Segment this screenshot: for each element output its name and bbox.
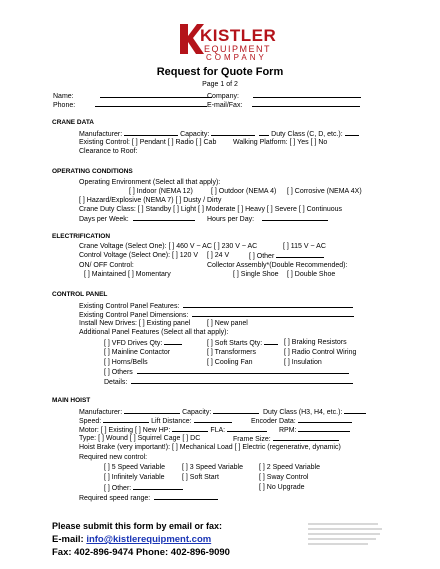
logo-sub-equipment: EQUIPMENT	[204, 44, 272, 54]
motor-hp-line[interactable]	[172, 425, 208, 432]
email-line	[52, 534, 211, 545]
hours-line[interactable]	[262, 214, 328, 221]
env-outdoor-option[interactable]: [ ] Outdoor (NEMA 4)	[211, 188, 277, 195]
sway-control-option[interactable]: [ ] Sway Control	[259, 474, 309, 481]
panel-dimensions-label: Existing Control Panel Dimensions:	[79, 312, 189, 319]
soft-starts-qty-line[interactable]	[264, 338, 278, 345]
email-fax-label: E-mail/Fax:	[207, 102, 243, 109]
speed-range-label: Required speed range:	[79, 495, 151, 502]
crane-duty-line[interactable]	[259, 129, 269, 136]
panel-features-label: Existing Control Panel Features:	[79, 303, 180, 310]
page-number: Page 1 of 2	[202, 81, 238, 88]
details-label: Details:	[104, 379, 128, 386]
single-shoe-option[interactable]: [ ] Single Shoe	[233, 271, 279, 278]
days-label: Days per Week:	[79, 216, 129, 223]
hoist-speed-label: Speed:	[79, 418, 102, 425]
logo-name: KISTLER	[200, 26, 277, 45]
two-speed-option[interactable]: [ ] 2 Speed Variable	[259, 464, 320, 471]
required-control-label: Required new control:	[79, 454, 148, 461]
panel-dimensions-line[interactable]	[192, 310, 354, 317]
hoist-speed-line[interactable]	[103, 416, 149, 423]
company-input-line[interactable]	[253, 91, 361, 98]
new-panel-option[interactable]: [ ] New panel	[207, 320, 248, 327]
control-voltage-24-option[interactable]: [ ] 24 V	[207, 252, 230, 259]
env-indoor-option[interactable]: [ ] Indoor (NEMA 12)	[129, 188, 193, 195]
details-line[interactable]	[131, 377, 353, 384]
soft-starts-option[interactable]	[207, 338, 278, 348]
clearance-field[interactable]	[79, 147, 137, 156]
others-option[interactable]	[104, 367, 349, 377]
operating-heading: OPERATING CONDITIONS	[52, 168, 133, 175]
fax-phone-line: Fax: 402-896-9474 Phone: 402-896-9090	[52, 547, 230, 558]
form-title: Request for Quote Form	[156, 66, 284, 78]
phone-field[interactable]	[53, 100, 207, 110]
no-upgrade-option[interactable]: [ ] No Upgrade	[259, 484, 305, 491]
company-label: Company:	[207, 93, 239, 100]
hoist-brake-options[interactable]: Hoist Brake (very important!): [ ] Mechanical Load [ ] Electric (regenerative, dynamic)	[79, 444, 341, 451]
email-label: E-mail:	[52, 534, 84, 545]
email-fax-field[interactable]	[207, 100, 360, 110]
frame-size-label: Frame Size:	[233, 436, 271, 443]
crane-duty-line-2[interactable]	[345, 129, 359, 136]
infinitely-variable-option[interactable]: [ ] Infinitely Variable	[104, 474, 165, 481]
vfd-qty-line[interactable]	[164, 338, 182, 345]
vfd-drives-label: [ ] VFD Drives Qty:	[104, 340, 163, 347]
soft-start-option[interactable]: [ ] Soft Start	[182, 474, 219, 481]
other-control-label: [ ] Other:	[104, 485, 132, 492]
mainline-contactor-option[interactable]: [ ] Mainline Contactor	[104, 349, 171, 356]
vfd-drives-option[interactable]	[104, 338, 182, 348]
hoist-manufacturer-label: Manufacturer:	[79, 409, 123, 416]
env-corrosive-option[interactable]: [ ] Corrosive (NEMA 4X)	[287, 188, 362, 195]
name-input-line[interactable]	[100, 91, 212, 98]
control-voltage-other-option[interactable]	[249, 251, 324, 261]
lift-distance-label: Lift Distance:	[151, 418, 192, 425]
crane-voltage-options[interactable]: Crane Voltage (Select One): [ ] 460 V ~ AC [ ] 230 V ~ AC	[79, 243, 258, 250]
env-hazard-dusty-options[interactable]: [ ] Hazard/Explosive (NEMA 7) [ ] Dusty / Dirty	[79, 197, 222, 204]
collector-assembly-label: Collector Assembly*(Double Recommended):	[207, 262, 348, 269]
email-link[interactable]: info@kistlerequipment.com	[86, 534, 212, 545]
hoist-manufacturer-line[interactable]	[124, 407, 180, 414]
phone-label: Phone:	[53, 102, 76, 109]
email-fax-input-line[interactable]	[252, 100, 360, 107]
frame-size-line[interactable]	[273, 434, 339, 441]
double-shoe-option[interactable]: [ ] Double Shoe	[287, 271, 336, 278]
hoist-duty-line[interactable]	[344, 407, 366, 414]
crane-voltage-115-option[interactable]: [ ] 115 V ~ AC	[283, 243, 326, 250]
encoder-label: Encoder Data:	[251, 418, 296, 425]
motor-type-options[interactable]: Type: [ ] Wound [ ] Squirrel Cage [ ] DC	[79, 435, 201, 442]
other-control-option[interactable]	[104, 483, 183, 493]
hours-per-day-field[interactable]	[207, 214, 328, 224]
motor-label: Motor: [ ] Existing [ ] New HP:	[79, 427, 171, 434]
others-label: [ ] Others	[104, 369, 133, 376]
other-control-line[interactable]	[133, 483, 183, 490]
control-voltage-other-label: [ ] Other	[249, 253, 275, 260]
crane-capacity-line[interactable]	[211, 129, 255, 136]
days-line[interactable]	[133, 214, 195, 221]
walking-platform-options[interactable]: Walking Platform: [ ] Yes [ ] No	[233, 139, 328, 146]
maintained-momentary-options[interactable]: [ ] Maintained [ ] Momentary	[84, 271, 171, 278]
collector-footnote-graphic	[308, 521, 388, 551]
braking-resistors-option[interactable]: [ ] Braking Resistors	[284, 339, 347, 346]
hoist-capacity-label: Capacity:	[182, 409, 212, 416]
panel-features-line[interactable]	[183, 301, 353, 308]
rpm-line[interactable]	[298, 425, 350, 432]
fla-line[interactable]	[227, 425, 267, 432]
phone-input-line[interactable]	[95, 100, 207, 107]
crane-duty-label: Duty Class (C, D, etc.):	[271, 131, 343, 138]
clearance-label: Clearance to Roof:	[79, 148, 138, 155]
electrification-heading: ELECTRIFICATION	[52, 233, 111, 240]
hoist-duty-label: Duty Class (H3, H4, etc.):	[263, 409, 343, 416]
speed-range-line[interactable]	[154, 493, 218, 500]
existing-control-options[interactable]: Existing Control: [ ] Pendant [ ] Radio [ ] Cab	[79, 139, 217, 146]
speed-range-field[interactable]	[79, 493, 218, 503]
install-drives-options[interactable]: Install New Drives: [ ] Existing panel	[79, 320, 191, 327]
crane-duty-class-options[interactable]: Crane Duty Class: [ ] Standby [ ] Light [ ] Moderate [ ] Heavy [ ] Severe [ ] Continuous	[79, 206, 343, 213]
rpm-label: RPM:	[279, 427, 297, 434]
onoff-control-label: ON/ OFF Control:	[79, 262, 134, 269]
encoder-line[interactable]	[298, 416, 352, 423]
lift-distance-line[interactable]	[194, 416, 232, 423]
others-line[interactable]	[137, 367, 349, 374]
logo-sub-company: COMPANY	[206, 53, 267, 62]
cooling-fan-option[interactable]: [ ] Cooling Fan	[207, 359, 253, 366]
transformers-option[interactable]: [ ] Transformers	[207, 349, 257, 356]
hoist-capacity-line[interactable]	[213, 407, 259, 414]
submit-instruction: Please submit this form by email or fax:	[52, 521, 223, 531]
main-hoist-heading: MAIN HOIST	[52, 397, 91, 404]
hours-label: Hours per Day:	[207, 216, 255, 223]
days-per-week-field[interactable]	[79, 214, 195, 224]
control-voltage-other-line[interactable]	[276, 251, 324, 258]
fla-label: FLA:	[210, 427, 226, 434]
environment-label: Operating Environment (Select all that apply):	[79, 179, 221, 186]
crane-manufacturer-line[interactable]	[124, 129, 178, 136]
crane-manufacturer-label: Manufacturer:	[79, 131, 123, 138]
five-speed-option[interactable]: [ ] 5 Speed Variable	[104, 464, 165, 471]
crane-data-heading: CRANE DATA	[52, 119, 95, 126]
additional-features-label: Additional Panel Features (Select all that apply):	[79, 329, 229, 336]
control-voltage-options[interactable]: Control Voltage (Select One): [ ] 120 V	[79, 252, 199, 259]
radio-control-wiring-option[interactable]: [ ] Radio Control Wiring	[284, 349, 357, 356]
details-field[interactable]	[104, 377, 353, 387]
three-speed-option[interactable]: [ ] 3 Speed Variable	[182, 464, 243, 471]
name-label: Name:	[53, 93, 74, 100]
control-panel-heading: CONTROL PANEL	[52, 291, 108, 298]
soft-starts-label: [ ] Soft Starts Qty:	[207, 340, 263, 347]
crane-capacity-label: Capacity:	[180, 131, 210, 138]
horns-bells-option[interactable]: [ ] Horns/Bells	[104, 359, 148, 366]
insulation-option[interactable]: [ ] Insulation	[284, 359, 322, 366]
